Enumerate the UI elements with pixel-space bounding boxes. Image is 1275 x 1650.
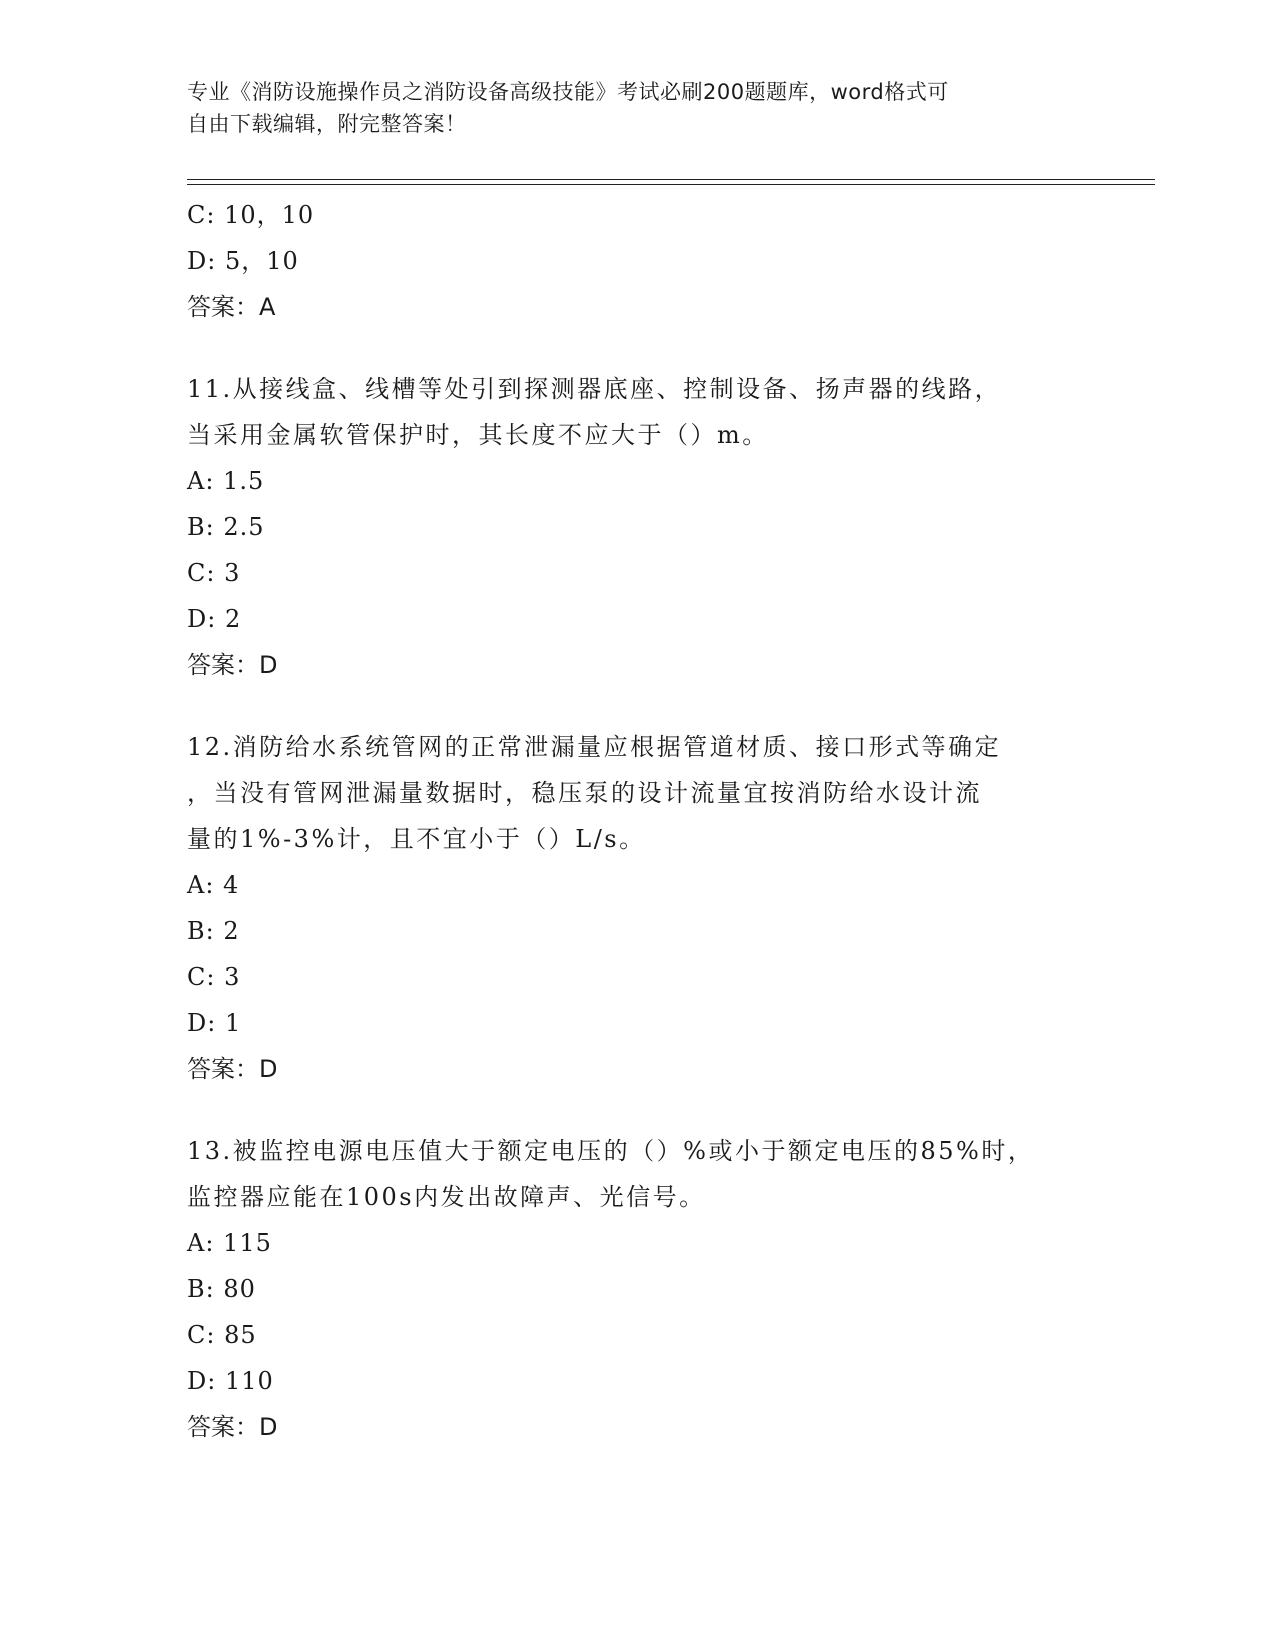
question-block-11 [187,366,1087,688]
option-b: B: 2.5 [187,513,265,541]
option-d: D: 110 [187,1367,274,1395]
option-c: C: 10，10 [187,201,315,229]
stem-line: 量的1%-3%计，且不宜小于（）L/s。 [187,825,646,853]
header-line-2: 自由下载编辑，附完整答案！ [187,112,467,136]
answer-line: 答案：D [187,1055,278,1083]
question-stem [187,724,1087,862]
page-header [187,76,1087,140]
option-b: B: 2 [187,917,240,945]
answer-line: 答案：D [187,651,278,679]
option-c: C: 85 [187,1321,257,1349]
stem-line: 11.从接线盒、线槽等处引到探测器底座、控制设备、扬声器的线路， [187,375,1002,403]
header-rule-top [187,179,1155,180]
option-c: C: 3 [187,963,241,991]
header-rule-bottom [187,184,1155,185]
question-stem [187,366,1087,458]
header-line-1: 专业《消防设施操作员之消防设备高级技能》考试必刷200题题库，word格式可 [187,80,949,104]
option-c: C: 3 [187,559,241,587]
answer-line: 答案：A [187,293,276,321]
question-block-prev [187,192,1087,330]
stem-line: 12.消防给水系统管网的正常泄漏量应根据管道材质、接口形式等确定 [187,733,1002,761]
stem-line: 当采用金属软管保护时，其长度不应大于（）m。 [187,421,769,449]
stem-line: ，当没有管网泄漏量数据时，稳压泵的设计流量宜按消防给水设计流 [187,779,982,807]
option-a: A: 4 [187,871,240,899]
option-b: B: 80 [187,1275,256,1303]
question-list [187,192,1087,1450]
option-d: D: 1 [187,1009,242,1037]
answer-line: 答案：D [187,1413,278,1441]
option-a: A: 1.5 [187,467,265,495]
stem-line: 监控器应能在100s内发出故障声、光信号。 [187,1183,706,1211]
option-d: D: 5，10 [187,247,299,275]
question-block-13 [187,1128,1087,1450]
stem-line: 13.被监控电源电压值大于额定电压的（）%或小于额定电压的85%时， [187,1137,1035,1165]
question-block-12 [187,724,1087,1092]
option-d: D: 2 [187,605,242,633]
option-a: A: 115 [187,1229,272,1257]
question-stem [187,1128,1087,1220]
